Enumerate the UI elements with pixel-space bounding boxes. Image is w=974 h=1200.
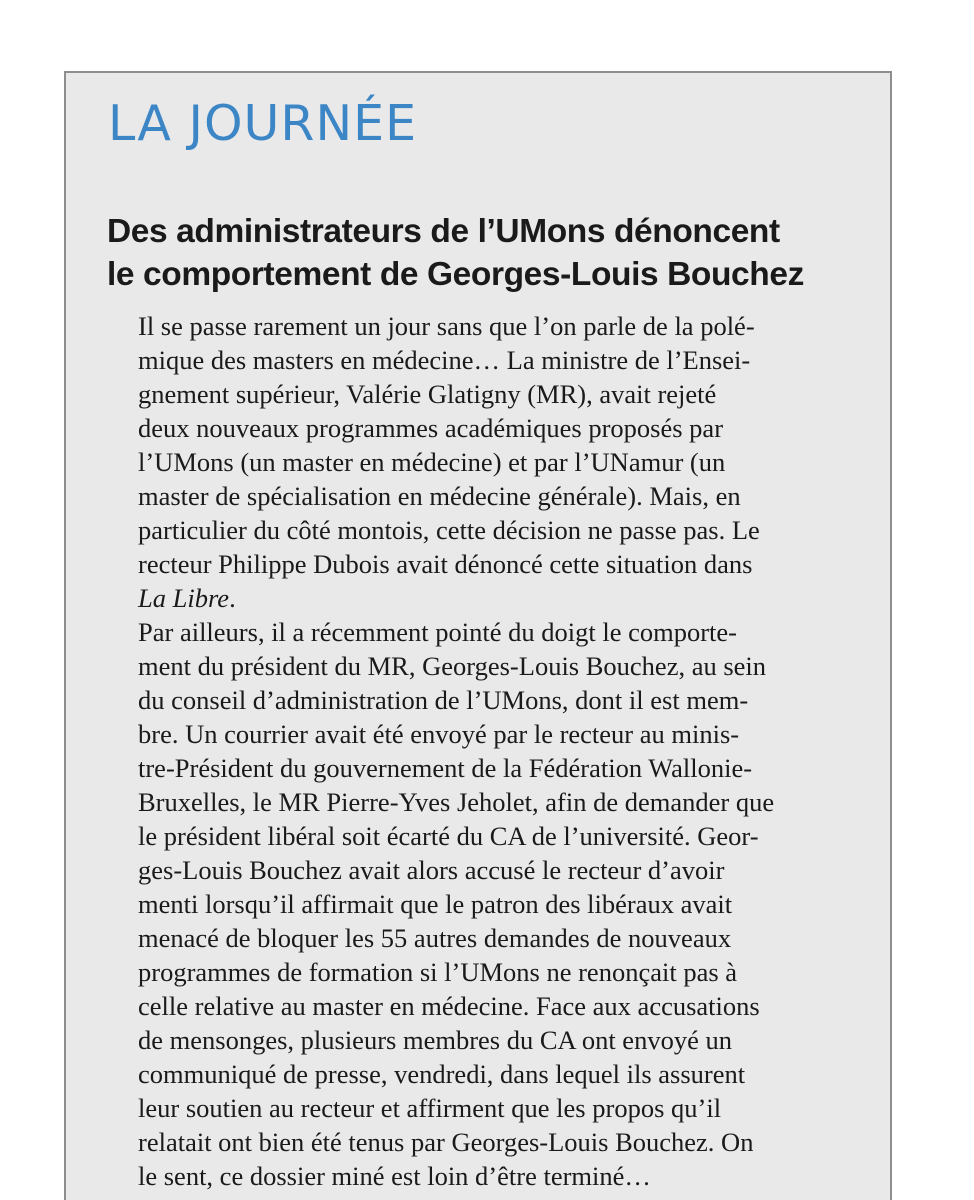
body-line: programmes de formation si l’UMons ne renonçait pas à <box>138 957 738 987</box>
body-line: de mensonges, plusieurs membres du CA ont envoyé un <box>138 1025 732 1055</box>
body-line: bre. Un courrier avait été envoyé par le recteur au minis- <box>138 719 740 749</box>
body-line: ges-Louis Bouchez avait alors accusé le recteur d’avoir <box>138 855 725 885</box>
body-line: Il se passe rarement un jour sans que l’on parle de la polé- <box>138 311 755 341</box>
body-line: Par ailleurs, il a récemment pointé du doigt le comporte- <box>138 617 738 647</box>
body-line: menacé de bloquer les 55 autres demandes de nouveaux <box>138 923 732 953</box>
body-line: tre-Président du gouvernement de la Fédération Wallonie- <box>138 753 753 783</box>
body-line: l’UMons (un master en médecine) et par l’UNamur (un <box>138 447 726 477</box>
body-line: le président libéral soit écarté du CA de l’université. Geor- <box>138 821 759 851</box>
body-line: particulier du côté montois, cette décision ne passe pas. Le <box>138 515 760 545</box>
body-line: menti lorsqu’il affirmait que le patron des libéraux avait <box>138 889 733 919</box>
section-label: LA JOURNÉE <box>108 95 418 152</box>
article-headline <box>107 210 867 296</box>
body-line: communiqué de presse, vendredi, dans lequel ils assurent <box>138 1059 746 1089</box>
article-body <box>138 309 878 1193</box>
headline-line: le comportement de Georges-Louis Bouchez <box>107 256 804 293</box>
body-line: ment du président du MR, Georges-Louis Bouchez, au sein <box>138 651 767 681</box>
body-line: le sent, ce dossier miné est loin d’être terminé… <box>138 1161 651 1191</box>
body-line-italic-ref <box>138 581 878 615</box>
reference-suffix: . <box>229 583 236 613</box>
body-line: leur soutien au recteur et affirment que les propos qu’il <box>138 1093 722 1123</box>
body-line: mique des masters en médecine… La ministre de l’Ensei- <box>138 345 751 375</box>
body-line: recteur Philippe Dubois avait dénoncé cette situation dans <box>138 549 753 579</box>
newspaper-reference: La Libre <box>138 583 230 613</box>
body-line: du conseil d’administration de l’UMons, dont il est mem- <box>138 685 749 715</box>
body-line: master de spécialisation en médecine générale). Mais, en <box>138 481 741 511</box>
headline-line: Des administrateurs de l’UMons dénoncent <box>107 213 780 250</box>
body-line: deux nouveaux programmes académiques proposés par <box>138 413 724 443</box>
body-line: relatait ont bien été tenus par Georges-Louis Bouchez. On <box>138 1127 754 1157</box>
body-line: celle relative au master en médecine. Face aux accusations <box>138 991 760 1021</box>
body-line: Bruxelles, le MR Pierre-Yves Jeholet, afin de demander que <box>138 787 775 817</box>
body-line: gnement supérieur, Valérie Glatigny (MR), avait rejeté <box>138 379 717 409</box>
